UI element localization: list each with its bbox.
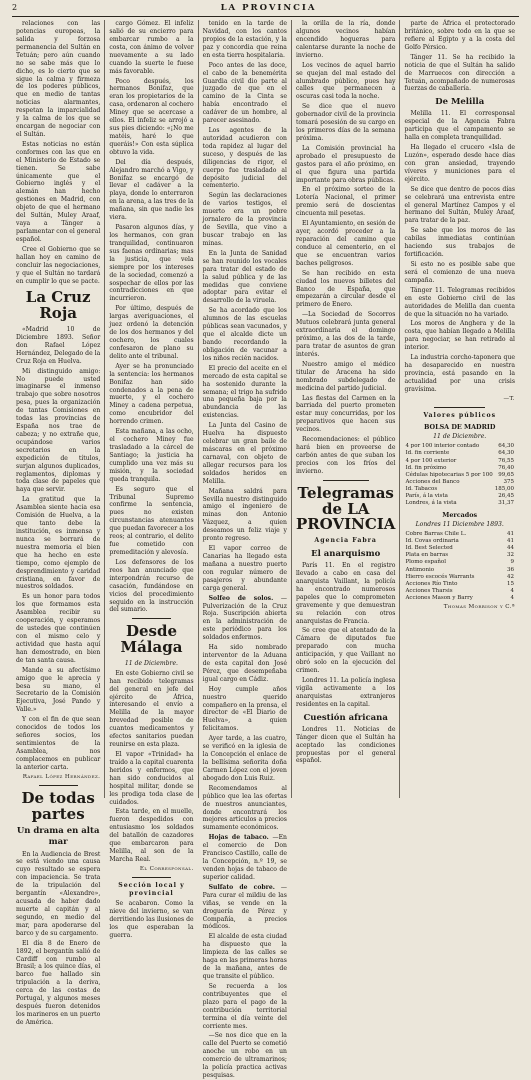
paragraph: La gratitud que la Asamblea siente hacia esa Comisión de Huelva, a la que tanto debe la institución, es inmensa y nunca se borrará de nuestra memoria el bien que ha hecho en este tiempo, como ejemplo de desprendimiento y caridad cristiana, en favor de nuestros soldados. [16,496,101,591]
row-label: Acciones Tharsis [405,587,453,594]
paragraph: La Comisión provincial ha aprobado el presupuesto de gastos para el año próximo, en el que figura una partida importante para obras públicas. [295,144,396,184]
paragraph: Los moros de Anghera y de la costa, que habían llegado a Melilla para negociar, se han retirado al interior. [404,320,515,352]
headline-telegramas: Telegramas de LA PROVINCIA [295,483,396,534]
ad-text: —Para curar el mildiu de las viñas, se vende en la droguería de Pérez y Compañía, a precios módicos. [202,883,287,931]
row-value: 4 [510,595,514,602]
table-row [404,465,515,472]
signature: —T. [503,395,515,402]
row-label: Plata en barras [405,552,449,559]
paragraph: Poco después, los hermanos Bonifaz, que eran los propietarios de la casa, ordenaron al cochero Miney que se acercase a ellos. El infeliz se arrojó a sus pies diciendo: «¡No me matéis, haré lo que queráis!» Con esta súplica obtuvo la vida. [109,77,194,156]
table-row [404,443,515,450]
ad-heading: Sulfato de cobre. [208,883,275,891]
column-1 [12,20,105,1026]
row-label: Antimonio [405,566,435,573]
row-label: Acciones Mason y Barry [405,595,473,602]
paragraph: Se dice que dentro de pocos días se celebrará una entrevista entre el general Martínez Campos y el hermano del Sultán, Muley Araaf, para tratar de la paz. [404,185,515,225]
subheadline: Cuestión africana [303,712,388,723]
signature: Thomas Morrison y C.ª [443,604,515,611]
paragraph: Nuestro amigo el médico titular de Aracena ha sido nombrado subdelegado de medicina del partido judicial. [295,360,396,392]
paragraph: Tánger 11. Telegramas recibidos en este Gobierno civil de las autoridades de Melilla dan cuenta de que la situación no ha variado. [404,286,515,318]
row-value: 64,30 [498,450,514,457]
divider [132,877,171,878]
paragraph: Se han recibido en esta ciudad los nuevos billetes del Banco de España, que empezarán a circular desde el primero de Enero. [295,269,396,309]
paragraph: Mi distinguido amigo: No puede usted imaginarse el inmenso trabajo que sobre nosotros pesa, pues la organización de tantas Comisiones en todas las provincias de España nos trae de cabeza; y no extrañe que, ocupándose varios secretarios en la expedición de títulos, surjan algunos duplicados, reglamentos, diplomas y toda clase de papeles que haya que servir. [16,367,101,494]
paragraph: Esta tarde, en el muelle, fueron despedidos con entusiasmo los soldados del batallón de cazadores que embarcaron para Melilla, al son de la Marcha Real. [109,808,194,863]
paragraph: —Se nos dice que en la calle del Puerto se cometió anoche un robo en un comercio de ultramarinos; la policía practica activas pesquisas. [202,1032,287,1080]
paragraph: El vapor correo de Canarias ha llegado esta mañana a nuestro puerto con regular número de pasajeros y abundante carga general. [202,545,287,592]
paragraph: Londres 11. Noticias de Tánger dicen que el Sultán ha aceptado las condiciones propuestas por el general español. [295,725,396,765]
row-label: Id. Best Selected [405,545,453,552]
paragraph: La Junta del Casino de Huelva ha dispuesto celebrar un gran baile de máscaras en el próximo carnaval, con objeto de allegar recursos para los soldados heridos en Melilla. [202,422,287,485]
paragraph: Los agentes de la autoridad acudieron con toda rapidez al lugar del suceso, y después de las diligencias de rigor, el cuerpo fue trasladado al depósito judicial del cementerio. [202,127,287,190]
table-row [404,458,515,465]
mercados-heading: Mercados [442,510,478,519]
paragraph: Ha llegado el crucero «Isla de Luzón», esperado desde hace días con gran ansiedad, trayendo víveres y municiones para el ejército. [404,144,515,183]
row-label: 4 por 100 exterior [405,457,457,464]
row-label: Cédulas hipotecarias 5 por 100 [405,471,493,478]
paragraph: relaciones con las potencias europeas, la salida y forzosa permanencia del Sultán en Tetuán; pero aún cuando no se sabe más que lo dicho, es lo cierto que se sigue la calma y firmeza de los poderes públicos, que en medio de tantas noticias alarmantes, respetan la imparcialidad y la calma de los que se encargan de negociar con el Sultán. [16,20,101,138]
row-label: Id. Covas ordinaria [405,537,459,544]
advertisement [203,884,287,932]
page-number: 2 [12,3,19,12]
row-label: Cobre Barras Chile L. [405,530,467,537]
row-label: Londres, á la vista [405,500,457,507]
paragraph: Esta mañana, a las ocho, el cochero Miney fue trasladado a la cárcel de Santiago; la justicia ha cumplido una vez más su misión, y la sociedad queda tranquila. [109,428,194,483]
paragraph: Es seguro que el Tribunal Supremo confirme la sentencia, pues no existen circunstancias atenuantes que puedan favorecer a los reos; al contrario, el delito fue cometido con premeditación y alevosía. [109,485,194,556]
notice: Recomendamos al público que lea las ofertas de nuestros anunciantes, donde encontrará los mejores artículos a precios sumamente económicos. [202,784,287,832]
row-label: Acciones del Banco [405,479,460,486]
dateline: 11 de Diciembre. [124,659,178,667]
column-2 [105,20,198,939]
notice [203,595,287,643]
paragraph: Se ha acordado que los alumnos de las escuelas públicas sean vacunados, y que el alcalde dicte un bando recordando la obligación de vacunar a los niños recién nacidos. [202,307,287,362]
row-label: Id. fin corriente [405,450,450,457]
divider [434,407,485,408]
paragraph: Si esto no es posible sabe que será el comienzo de una nueva campaña. [404,260,515,284]
paragraph: Y con el fin de que sean conocidos de todos los señores socios, los sentimientos de la Asamblea, nos complacemos en publicar la anterior carta. [16,716,101,771]
mercados-table [404,531,515,602]
paragraph: Poco antes de las doce, el cabo de la benemérita Guardia civil dio parte al juzgado de que en el camino de la Cinta se había encontrado el cadáver de un hombre, al parecer asesinado. [202,61,287,125]
paragraph: Pasaron algunos días, y los hermanos, con gran tranquilidad, continuaron sus faenas ordinarias; mas la justicia, que vela siempre por los intereses de la sociedad, comenzó a sospechar de ellos por las contradicciones en que incurrieron. [109,224,194,303]
row-value: 99,65 [498,471,514,478]
table-row [404,479,515,486]
row-label: París, á la vista [405,493,448,500]
headline-de-todas-partes: De todas partes [21,788,95,823]
row-label: Plomo español [405,559,446,566]
table-row [404,545,515,552]
row-value: 4 [510,587,514,594]
paragraph: Se sabe que los moros de las cabilas inmediatas continúan haciendo sus trabajos de fortificación. [404,227,515,259]
row-value: 41 [506,530,514,537]
headline-desde-malaga: Desde Málaga [120,622,183,657]
paragraph: Mañana saldrá para Sevilla nuestro distinguido amigo el ingeniero de minas don Antonio Vázquez, a quien deseamos un feliz viaje y pronto regreso. [202,487,287,543]
subheadline: El anarquismo [311,549,381,560]
row-label: Acciones Río Tinto [405,580,458,587]
newspaper-title: LA PROVINCIA [220,3,317,13]
paragraph: Según las declaraciones de varios testigos, el muerto era un pobre jornalero de la provincia de Sevilla, que vino a buscar trabajo en las minas. [202,192,287,247]
paragraph: En la Junta de Sanidad se han reunido los vocales para tratar del estado de la salud pública y de las medidas que conviene adoptar para evitar el desarrollo de la viruela. [202,249,287,305]
divider [323,480,369,481]
row-value: 76,40 [498,464,514,471]
paragraph: Ha sido nombrado interventor de la Aduana de esta capital don José Pérez, que desempeñaba igual cargo en Cádiz. [202,644,287,683]
signature: Rafael López Hernández. [22,773,101,780]
table-row [404,574,515,581]
signature: El Corresponsal. [139,865,194,872]
row-value: 31,37 [498,500,514,507]
paragraph: Hoy cumple años nuestro querido compañero en la prensa, el director de «El Diario de Huelva», a quien felicitamos. [202,685,287,733]
paragraph: Por último, después de largas averiguaciones, el juez ordenó la detención de los dos hermanos y del cochero, los cuales confesaron de plano su delito ante el tribunal. [109,305,194,360]
row-value: 26,45 [498,493,514,500]
columns [12,20,519,1080]
paragraph: tenido en la tarde de Navidad, con los cantos propios de la estación, y la paz y concordia que reina en esta tierra hospitalaria. [202,20,287,59]
paragraph: Los vecinos de aquel barrio se quejan del mal estado del alumbrado público, pues hay calles que permanecen a oscuras casi toda la noche. [295,61,396,101]
paragraph: «Madrid 10 de Diciembre 1893. Señor don Rafael López Hernández, Delegado de la Cruz Roja en Huelva. [16,325,101,365]
agency-name: Agencia Fabra [314,537,377,544]
paragraph: Se cree que el atentado de la Cámara de diputados fue preparado con mucha anticipación, y que Vaillant no obró solo en la ejecución del crimen. [295,627,396,675]
paragraph: El día 8 de Enero de 1892, el bergantín salió de Cardiff con rumbo al Brasil; a los quince días, el barco fue hallado sin tripulación a la deriva, cerca de las costas de Portugal, y algunos meses después fueron detenidos los marineros en un puerto de América. [16,939,101,1026]
paragraph: El vapor «Trinidad» ha traído a la capital cuarenta heridos y enfermos, que han sido conducidos al hospital militar, donde se les prodiga toda clase de cuidados. [109,750,194,806]
headline-cruz-roja: La Cruz Roja [25,288,91,323]
notice: Recomendaciones: el público hará bien en proveerse de carbón antes de que suban los precios con los fríos del invierno. [295,436,396,475]
table-row [404,588,515,595]
table-row [404,472,515,479]
table-row [404,595,515,602]
table-row [404,567,515,574]
divider [132,618,171,619]
paragraph: Melilla 11. El corresponsal especial de la Agencia Fabra participa que el campamento se halla en completa tranquilidad. [404,110,515,142]
subheadline: Un drama en alta mar [16,826,100,848]
column-4 [292,20,401,798]
paragraph: parte de África el protectorado británico, sobre todo en la que se refiere al Egipto y a la costa del Golfo Pérsico. [404,20,515,51]
paragraph: Cree el Gobierno que se hallan hoy en camino de concluir las negociaciones, y que el Sultán no tardará en cumplir lo que se pacte. [16,245,101,285]
bolsa-date: 11 de Diciembre. [433,433,487,441]
bolsa-table [404,443,515,507]
row-label: Id. fin próximo [405,464,447,471]
row-value: 44 [506,545,514,552]
row-value: 9 [510,559,514,566]
paragraph: Del día después, Alejandro marchó a Vigo, y Bonifaz se encargó de llevar el cadáver a la playa, donde lo enterraron en la arena, a las tres de la mañana, sin que nadie les viera. [109,158,194,222]
paragraph: Ayer se ha pronunciado la sentencia: los hermanos Bonifaz han sido condenados a la pena de muerte, y el cochero Miney a cadena perpetua, como encubridor del horrendo crimen. [109,362,194,426]
paragraph: En este Gobierno civil se han recibido telegramas del general en jefe del ejército de África, interesando el envío a Melilla de la mayor brevedad posible de cuantos medicamentos y efectos sanitarios puedan reunirse en esta plaza. [109,669,194,749]
section-heading-local: Sección local y provincial [118,882,185,898]
row-value: 185,00 [494,486,514,493]
row-label: 4 por 100 interior contado [405,443,480,450]
paragraph: La industria corcho-taponera que ha desaparecido en nuestra provincia, está pasando en la actualidad por una crisis gravísima. [404,354,515,393]
row-value: 375 [503,479,514,486]
table-row [404,559,515,566]
paragraph: la orilla de la ría, donde algunos vecinos habían encendido hogueras para calentarse durante la noche de invierno. [295,20,396,59]
notice-heading: Solfeo de solos. [208,594,274,602]
table-row [404,581,515,588]
column-5 [400,20,519,798]
paragraph: Londres 11. La policía inglesa vigila activamente a los anarquistas extranjeros residentes en la capital. [295,677,396,708]
row-value: 41 [506,537,514,544]
paragraph: Ayer tarde, a las cuatro, se verificó en la iglesia de la Concepción el enlace de la bellísima señorita doña Carmen López con el joven abogado don Luis Ruiz. [202,735,287,782]
bolsa-heading: BOLSA DE MADRID [423,423,496,432]
table-row [404,500,515,507]
paragraph: —La Sociedad de Socorros Mutuos celebrará junta general extraordinaria el domingo próximo, a las dos de la tarde, para tratar de asuntos de gran interés. [295,311,396,358]
row-value: 32 [506,552,514,559]
column-3 [199,20,292,1080]
subheadline: De Melilla [435,97,485,108]
row-value: 76,55 [498,457,514,464]
paragraph: cargo Gómez. El infeliz salió de su encierro para embarcar rumbo a la costa, con ánimo de volver nuevamente a su lado cuando la suerte le fuese más favorable. [109,20,194,75]
page-header [12,3,519,14]
paragraph: Es un honor para todos los que formamos esta Asamblea recibir su cooperación, y esperamos de ustedes que continúen con el mismo celo y actividad que hasta aquí han demostrado, en bien de tan santa causa. [16,593,101,664]
table-row [404,450,515,457]
mercados-date: Londres 11 Diciembre 1893. [415,520,504,528]
row-value: 36 [506,566,514,573]
paragraph: En el próximo sorteo de la Lotería Nacional, el primer premio será de doscientas cincuenta mil pesetas. [295,186,396,218]
header-rule [12,16,519,17]
paragraph: El precio del aceite en el mercado de esta capital se ha sostenido durante la semana; el trigo ha sufrido una pequeña baja por la abundancia de las existencias. [202,364,287,420]
row-value: 15 [506,580,514,587]
table-row [404,531,515,538]
table-row [404,538,515,545]
paragraph: El Ayuntamiento, en sesión de ayer, acordó proceder a la reparación del camino que conduce al cementerio, en el que se encuentran varios baches peligrosos. [295,220,396,267]
paragraph: Se dice que el nuevo gobernador civil de la provincia tomará posesión de su cargo en los primeros días de la semana próxima. [295,103,396,142]
ad-heading: Hojas de tabaco. [208,834,269,842]
paragraph: Las fiestas del Carmen en la barriada del puerto prometen estar muy concurridas, por los preparativos que hacen sus vecinos. [295,394,396,434]
ad-text: —En el comercio de Don Francisco Castillo, calle de la Concepción, n.º 19, se venden hojas de tabaco de superior calidad. [202,834,287,881]
paragraph: París 11. En el registro llevado a cabo en casa del anarquista Vaillant, la policía ha encontrado numerosos papeles que lo comprometen gravemente y que demuestran su relación con otros anarquistas de Francia. [295,562,396,625]
advertisement [203,834,287,882]
paragraph: Tánger 11. Se ha recibido la noticia de que el Sultán ha salido de Marruecos con dirección a Tetuán, acompañado de numerosas fuerzas de caballería. [404,53,515,93]
row-value: 42 [506,573,514,580]
paragraph: Se recuerda a los contribuyentes que el plazo para el pago de la contribución territorial termina el día veinte del corriente mes. [202,982,287,1030]
paragraph: Estas noticias no están conformes con las que en el Ministerio de Estado se tienen. Se sabe únicamente que el Gobierno inglés y el alemán han hecho gestiones en Madrid, con objeto de que el hermano del Sultán, Muley Araaf, vaya a Tánger a parlamentar con el general español. [16,140,101,243]
divider [39,785,78,786]
paragraph: Se acabaron. Como la nieve del invierno, se van derritiendo las ilusiones de los que esperaban la guerra. [109,900,194,939]
row-label: Id. Tabacos [405,486,438,493]
notice-text: —Pulverización de la Cruz Roja. Suscripción abierta en la administración de este periódico para los soldados enfermos. [202,594,287,642]
paragraph: En la Audiencia de Brest se está viendo una causa cuyo resultado se espera con impaciencia. Se trata de la tripulación del bergantín «Alexandre», acusada de haber dado muerte al capitán y al segundo, en medio del mar, para apoderarse del barco y de su cargamento. [16,850,101,937]
paragraph: Los defensores de los reos han anunciado que interpondrán recurso de casación, fundándose en vicios del procedimiento seguido en la instrucción del sumario. [109,558,194,614]
row-label: Hierro escocés Warrants [405,573,475,580]
paragraph: Mande a su afectísimo amigo que le aprecia y besa su mano, el Secretario de la Comisión Ejecutiva, José Pando y Valle.» [16,666,101,714]
row-value: 64,30 [498,443,514,450]
paragraph: El alcalde de esta ciudad ha dispuesto que la limpieza de las calles se haga en las primeras horas de la mañana, antes de que transite el público. [202,933,287,980]
section-heading-valores: Valores públicos [423,412,497,419]
